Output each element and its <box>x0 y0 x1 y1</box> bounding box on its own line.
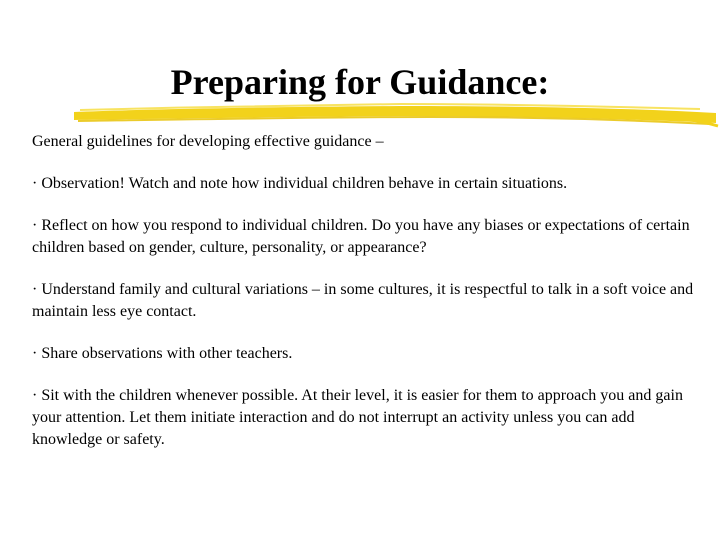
bullet-sit <box>32 385 702 451</box>
bullet-text: Share observations with other teachers. <box>41 345 293 362</box>
intro-text: General guidelines for developing effective guidance – <box>32 133 384 150</box>
title-underline-brushstroke <box>70 96 720 136</box>
bullet-dot: · <box>32 175 38 192</box>
bullet-text: Observation! Watch and note how individual children behave in certain situations. <box>41 175 568 192</box>
bullet-dot: · <box>32 387 38 404</box>
bullet-text: Sit with the children whenever possible. At their level, it is easier for them to approach you and gain your attention. Let them initiate interaction and do not interrupt an activity unless you can add knowledge or safety. <box>32 387 683 448</box>
bullet-text: Reflect on how you respond to individual children. Do you have any biases or expectations of certain children based on gender, culture, personality, or appearance? <box>32 217 690 256</box>
bullet-observation <box>32 173 702 195</box>
bullet-dot: · <box>32 217 38 234</box>
bullet-text: Understand family and cultural variations – in some cultures, it is respectful to talk in a soft voice and maintain less eye contact. <box>32 281 694 320</box>
bullet-dot: · <box>32 281 38 298</box>
bullet-dot: · <box>32 345 38 362</box>
bullet-understand <box>32 279 702 323</box>
bullet-share <box>32 343 702 365</box>
slide-title: Preparing for Guidance: <box>170 62 550 102</box>
slide-body <box>32 131 702 471</box>
bullet-reflect <box>32 215 702 259</box>
